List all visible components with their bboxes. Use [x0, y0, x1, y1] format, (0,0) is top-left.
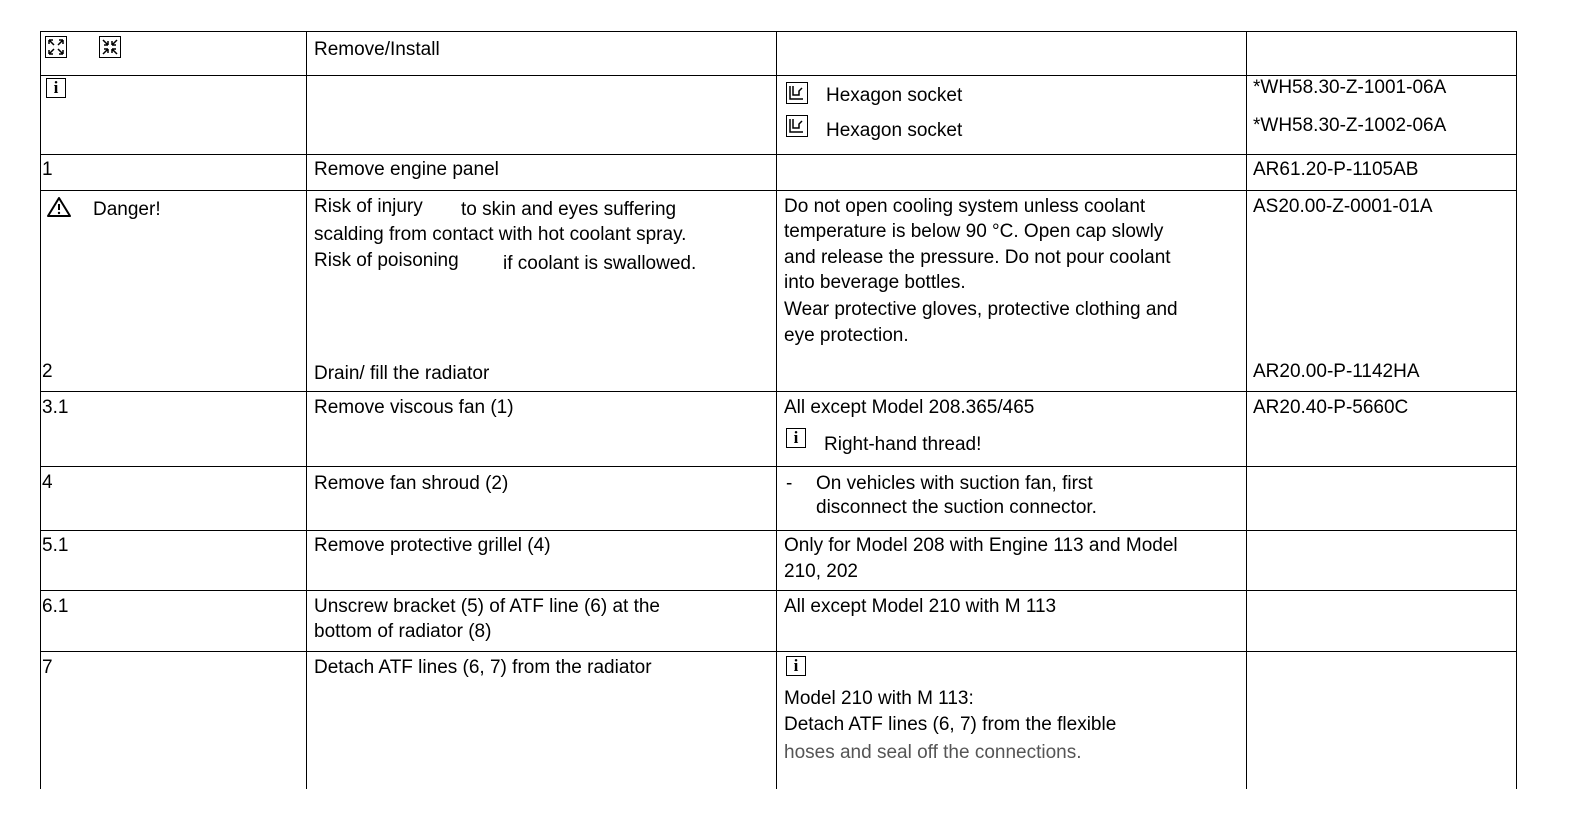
risk-text: if coolant is swallowed. [503, 253, 697, 274]
info-icon: i [786, 656, 806, 676]
safety-measure-line: eye protection. [784, 325, 909, 346]
step-action: Unscrew bracket (5) of ATF line (6) at the [314, 596, 660, 617]
socket-tool-icon [786, 82, 808, 104]
step-note: Only for Model 208 with Engine 113 and Model [784, 535, 1178, 556]
step-reference: AR61.20-P-1105AB [1253, 159, 1419, 180]
safety-measure-line: and release the pressure. Do not pour coolant [784, 247, 1171, 268]
risk-heading: Risk of injury [314, 196, 423, 217]
step-action: Remove engine panel [314, 159, 499, 180]
step-number: 4 [42, 472, 53, 493]
step-note: Detach ATF lines (6, 7) from the flexible [784, 714, 1117, 735]
row-divider [40, 530, 1517, 531]
step-number: 5.1 [42, 535, 69, 556]
tool-reference: *WH58.30-Z-1001-06A [1253, 77, 1447, 98]
row-divider [40, 391, 1517, 392]
safety-measure-line: into beverage bottles. [784, 272, 966, 293]
warning-triangle-icon [46, 196, 72, 218]
step-number: 3.1 [42, 397, 69, 418]
danger-label: Danger! [93, 199, 161, 220]
collapse-arrows-icon [99, 36, 121, 58]
row-divider [40, 590, 1517, 591]
risk-text: to skin and eyes suffering [461, 199, 677, 220]
info-note: Right-hand thread! [824, 434, 982, 455]
step-action: Remove viscous fan (1) [314, 397, 514, 418]
tool-reference: *WH58.30-Z-1002-06A [1253, 115, 1447, 136]
step-action: bottom of radiator (8) [314, 621, 492, 642]
table-border-left [40, 31, 41, 789]
step-reference: AR20.00-P-1142HA [1253, 361, 1420, 382]
step-note: On vehicles with suction fan, first [816, 473, 1093, 494]
risk-text: scalding from contact with hot coolant spray. [314, 224, 687, 245]
row-divider [40, 154, 1517, 155]
column-divider-3 [1246, 31, 1247, 789]
step-number: 7 [42, 657, 53, 678]
step-number: 6.1 [42, 596, 69, 617]
step-reference: AR20.40-P-5660C [1253, 397, 1409, 418]
safety-measure-line: temperature is below 90 °C. Open cap slowly [784, 221, 1164, 242]
safety-measure-line: Do not open cooling system unless coolant [784, 196, 1146, 217]
info-icon: i [786, 428, 806, 448]
bullet-dash: - [786, 473, 793, 494]
step-action: Drain/ fill the radiator [314, 363, 490, 384]
step-number: 1 [42, 159, 53, 180]
step-note: disconnect the suction connector. [816, 497, 1097, 518]
row-divider [40, 651, 1517, 652]
step-note: 210, 202 [784, 561, 858, 582]
step-action: Remove protective grillel (4) [314, 535, 551, 556]
socket-tool-icon [786, 115, 808, 137]
step-note: Model 210 with M 113: [784, 688, 974, 709]
tool-label: Hexagon socket [826, 85, 963, 106]
risk-heading: Risk of poisoning [314, 250, 459, 271]
column-divider-2 [776, 31, 777, 789]
step-action: Remove fan shroud (2) [314, 473, 509, 494]
step-note: All except Model 210 with M 113 [784, 596, 1057, 617]
safety-measure-line: Wear protective gloves, protective clothing and [784, 299, 1178, 320]
row-divider [40, 75, 1517, 76]
step-number: 2 [42, 361, 53, 382]
tool-label: Hexagon socket [826, 120, 963, 141]
step-note: All except Model 208.365/465 [784, 397, 1035, 418]
expand-arrows-icon [45, 36, 67, 58]
column-divider-1 [306, 31, 307, 789]
table-border-right [1516, 31, 1517, 789]
safety-reference: AS20.00-Z-0001-01A [1253, 196, 1433, 217]
row-divider [40, 190, 1517, 191]
info-icon: i [46, 78, 66, 98]
step-action: Detach ATF lines (6, 7) from the radiator [314, 657, 652, 678]
step-note: hoses and seal off the connections. [784, 742, 1082, 763]
row-divider [40, 466, 1517, 467]
table-border-top [40, 31, 1517, 32]
remove-install-heading: Remove/Install [314, 39, 440, 60]
